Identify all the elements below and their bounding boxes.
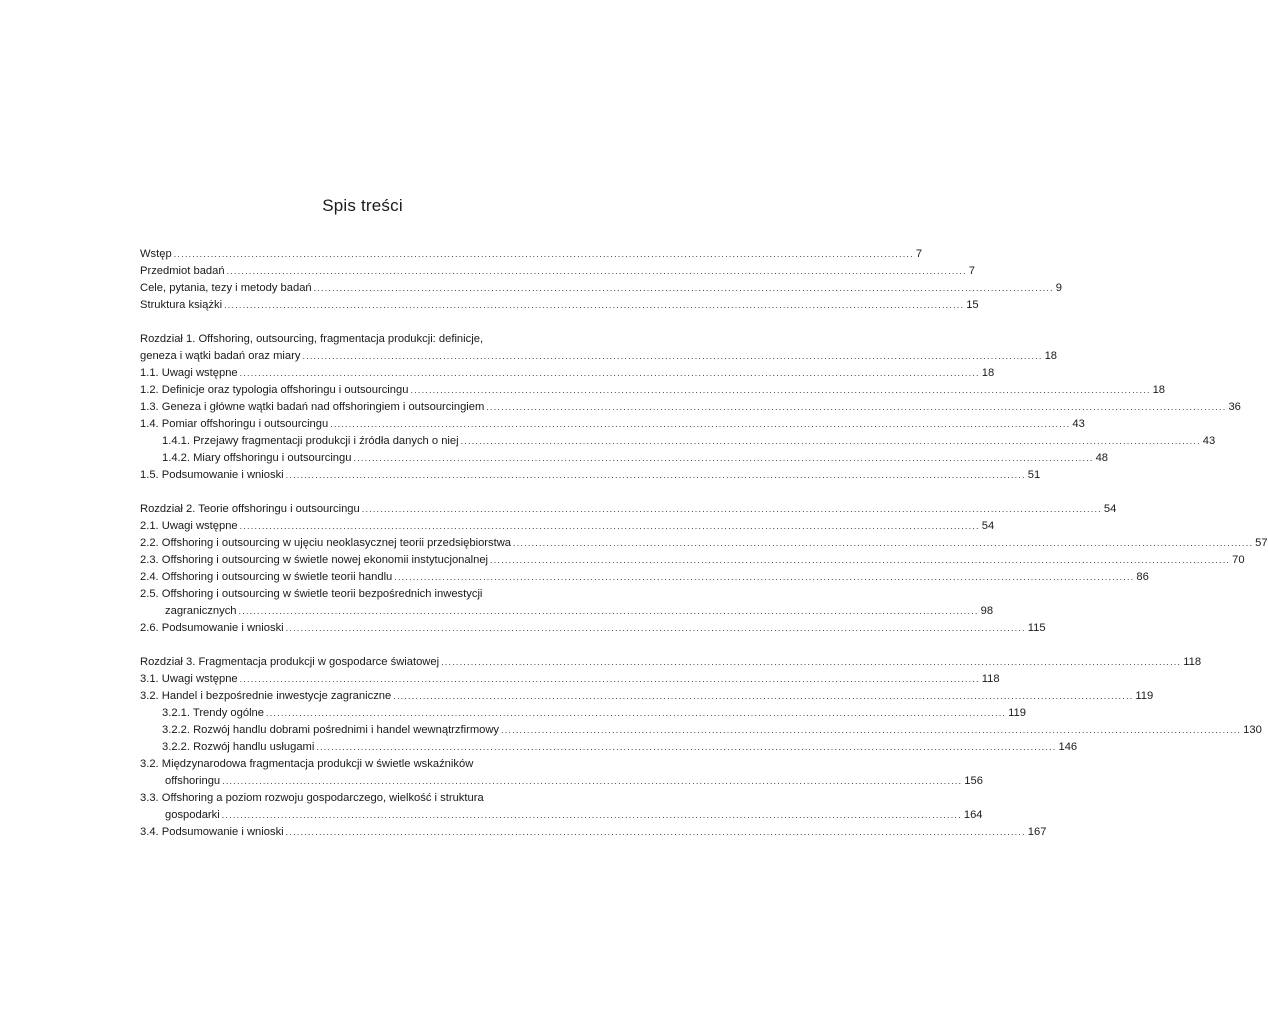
- toc-entry[interactable]: [140, 688, 1154, 705]
- toc-entry-page: 36: [1228, 401, 1241, 413]
- toc-entry-title: Rozdział 2. Teorie offshoringu i outsourcingu: [140, 503, 360, 515]
- toc-entry-title: 2.6. Podsumowanie i wnioski: [140, 622, 284, 634]
- toc-entry-title: Struktura książki: [140, 299, 223, 311]
- toc-entry-title: 3.2. Handel i bezpośrednie inwestycje zagraniczne: [140, 690, 392, 702]
- toc-entry[interactable]: [140, 654, 1202, 671]
- toc-entry-page: 43: [1202, 435, 1216, 447]
- toc-entry-title: 2.4. Offshoring i outsourcing w świetle teorii handlu: [140, 571, 393, 583]
- leader-dots: ........................................................................................................................................................................................................: [353, 453, 1094, 463]
- toc-entry[interactable]: [140, 671, 1000, 688]
- toc-entry[interactable]: [140, 824, 1047, 841]
- toc-entry-page: 54: [1103, 503, 1117, 515]
- toc-entry-page: 118: [981, 673, 1000, 685]
- leader-dots: ........................................................................................................................................................................................................: [394, 572, 1135, 582]
- toc-entry-title: geneza i wątki badań oraz miary: [140, 350, 301, 362]
- leader-dots: ........................................................................................................................................................................................................: [316, 742, 1057, 752]
- toc-entry[interactable]: [140, 280, 1062, 297]
- leader-dots: ........................................................................................................................................................................................................: [490, 555, 1231, 565]
- toc-entry[interactable]: [140, 535, 1268, 552]
- toc-entry-first-line[interactable]: 2.5. Offshoring i outsourcing w świetle teorii bezpośrednich inwestycji: [140, 588, 483, 600]
- toc-entry-page: 43: [1072, 418, 1085, 430]
- toc-entry[interactable]: [140, 416, 1085, 433]
- toc-entry-page: 119: [1135, 690, 1154, 702]
- toc-entry[interactable]: [140, 399, 1241, 416]
- leader-dots: ........................................................................................................................................................................................................: [460, 436, 1201, 446]
- leader-dots: ........................................................................................................................................................................................................: [441, 657, 1182, 667]
- leader-dots: ........................................................................................................................................................................................................: [226, 266, 967, 276]
- section-gap: [140, 484, 575, 501]
- toc-subentry[interactable]: [140, 433, 1216, 450]
- toc-entry[interactable]: [140, 348, 1058, 365]
- toc-entry-title: 3.2.1. Trendy ogólne: [162, 707, 265, 719]
- leader-dots: ........................................................................................................................................................................................................: [513, 538, 1254, 548]
- leader-dots: ........................................................................................................................................................................................................: [393, 691, 1134, 701]
- leader-dots: ........................................................................................................................................................................................................: [238, 606, 979, 616]
- page-title: Spis treści: [322, 196, 403, 215]
- leader-dots: ........................................................................................................................................................................................................: [330, 419, 1071, 429]
- toc-entry[interactable]: [140, 382, 1166, 399]
- toc-entry-title: Wstęp: [140, 248, 172, 260]
- toc-entry-title: Cele, pytania, tezy i metody badań: [140, 282, 312, 294]
- toc-entry-page: 54: [981, 520, 995, 532]
- toc-entry[interactable]: [140, 297, 979, 314]
- toc-entry-page: 118: [1183, 656, 1202, 668]
- toc-entry-title: zagranicznych: [165, 605, 237, 617]
- leader-dots: ........................................................................................................................................................................................................: [501, 725, 1242, 735]
- leader-dots: ........................................................................................................................................................................................................: [486, 402, 1227, 412]
- toc-entry-title: 1.5. Podsumowanie i wnioski: [140, 469, 284, 481]
- leader-dots: ........................................................................................................................................................................................................: [285, 623, 1026, 633]
- toc-subentry[interactable]: [140, 722, 1262, 739]
- toc-entry-first-line[interactable]: 3.2. Międzynarodowa fragmentacja produkcji w świetle wskaźników: [140, 758, 474, 770]
- section-gap: [140, 314, 575, 331]
- toc-subentry[interactable]: [140, 705, 1026, 722]
- leader-dots: ........................................................................................................................................................................................................: [285, 470, 1026, 480]
- toc-entry-page: 9: [1055, 282, 1062, 294]
- toc-entry[interactable]: [140, 569, 1149, 586]
- leader-dots: ........................................................................................................................................................................................................: [239, 521, 980, 531]
- leader-dots: ........................................................................................................................................................................................................: [285, 827, 1026, 837]
- toc-entry-title: 1.4.2. Miary offshoringu i outsourcingu: [162, 452, 352, 464]
- toc-entry-page: 57: [1255, 537, 1268, 549]
- toc-entry[interactable]: [140, 501, 1117, 518]
- section-gap: [140, 637, 575, 654]
- toc-entry-page: 119: [1008, 707, 1026, 719]
- toc-entry[interactable]: [140, 263, 975, 280]
- leader-dots: ........................................................................................................................................................................................................: [224, 300, 965, 310]
- leader-dots: ........................................................................................................................................................................................................: [266, 708, 1007, 718]
- toc-entry-page: 15: [966, 299, 979, 311]
- toc-entry-page: 167: [1027, 826, 1047, 838]
- leader-dots: ........................................................................................................................................................................................................: [239, 368, 980, 378]
- toc-entry-title: 3.4. Podsumowanie i wnioski: [140, 826, 284, 838]
- toc-entry-title: 2.3. Offshoring i outsourcing w świetle nowej ekonomii instytucjonalnej: [140, 554, 489, 566]
- leader-dots: ........................................................................................................................................................................................................: [222, 776, 963, 786]
- toc-entry[interactable]: [140, 467, 1041, 484]
- leader-dots: ........................................................................................................................................................................................................: [173, 249, 914, 259]
- toc-entry[interactable]: [140, 246, 923, 263]
- toc-entry-title: 1.1. Uwagi wstępne: [140, 367, 238, 379]
- toc-entry[interactable]: [140, 365, 995, 382]
- toc-entry[interactable]: [140, 807, 983, 824]
- leader-dots: ........................................................................................................................................................................................................: [410, 385, 1151, 395]
- toc-entry-page: 146: [1058, 741, 1078, 753]
- leader-dots: ........................................................................................................................................................................................................: [239, 674, 980, 684]
- toc-entry-title: 1.4. Pomiar offshoringu i outsourcingu: [140, 418, 329, 430]
- toc-entry[interactable]: [140, 620, 1046, 637]
- leader-dots: ........................................................................................................................................................................................................: [302, 351, 1043, 361]
- toc-entry[interactable]: [140, 773, 983, 790]
- toc-entry-title: 1.4.1. Przejawy fragmentacji produkcji i źródła danych o niej: [162, 435, 459, 447]
- toc-entry-page: 18: [981, 367, 995, 379]
- toc-entry-page: 51: [1027, 469, 1041, 481]
- toc-entry-title: 2.2. Offshoring i outsourcing w ujęciu neoklasycznej teorii przedsiębiorstwa: [140, 537, 512, 549]
- toc-entry-title: 1.2. Definicje oraz typologia offshoringu i outsourcingu: [140, 384, 409, 396]
- toc-entry[interactable]: [140, 518, 995, 535]
- toc-entry-page: 98: [980, 605, 994, 617]
- toc-entry[interactable]: [140, 603, 994, 620]
- toc-entry-page: 7: [915, 248, 923, 260]
- toc-entry-page: 18: [1044, 350, 1058, 362]
- toc-entry-page: 115: [1027, 622, 1046, 634]
- toc-entry-title: Przedmiot badań: [140, 265, 225, 277]
- toc-entry-page: 130: [1243, 724, 1262, 736]
- leader-dots: ........................................................................................................................................................................................................: [361, 504, 1102, 514]
- toc-subentry[interactable]: [140, 739, 1078, 756]
- toc-entry-title: 3.1. Uwagi wstępne: [140, 673, 238, 685]
- toc-entry-page: 7: [968, 265, 975, 277]
- toc-entry-title: offshoringu: [165, 775, 221, 787]
- chapter-heading-line[interactable]: Rozdział 1. Offshoring, outsourcing, fragmentacja produkcji: definicje,: [140, 333, 484, 345]
- toc-entry-title: Rozdział 3. Fragmentacja produkcji w gospodarce światowej: [140, 656, 440, 668]
- toc-subentry[interactable]: [140, 450, 1109, 467]
- toc-entry-title: 3.2.2. Rozwój handlu usługami: [162, 741, 315, 753]
- toc-entry-title: 2.1. Uwagi wstępne: [140, 520, 238, 532]
- toc-entry-title: gospodarki: [165, 809, 220, 821]
- toc-entry-title: 1.3. Geneza i główne wątki badań nad offshoringiem i outsourcingiem: [140, 401, 485, 413]
- toc-entry-page: 156: [964, 775, 983, 787]
- toc-entry-page: 164: [963, 809, 983, 821]
- toc-entry[interactable]: [140, 552, 1245, 569]
- leader-dots: ........................................................................................................................................................................................................: [221, 810, 962, 820]
- toc-entry-page: 86: [1136, 571, 1149, 583]
- table-of-contents: [140, 246, 1268, 841]
- toc-entry-first-line[interactable]: 3.3. Offshoring a poziom rozwoju gospodarczego, wielkość i struktura: [140, 792, 484, 804]
- toc-entry-page: 48: [1095, 452, 1109, 464]
- toc-entry-page: 18: [1152, 384, 1166, 396]
- toc-entry-page: 70: [1232, 554, 1245, 566]
- leader-dots: ........................................................................................................................................................................................................: [313, 283, 1054, 293]
- toc-entry-title: 3.2.2. Rozwój handlu dobrami pośrednimi i handel wewnątrzfirmowy: [162, 724, 500, 736]
